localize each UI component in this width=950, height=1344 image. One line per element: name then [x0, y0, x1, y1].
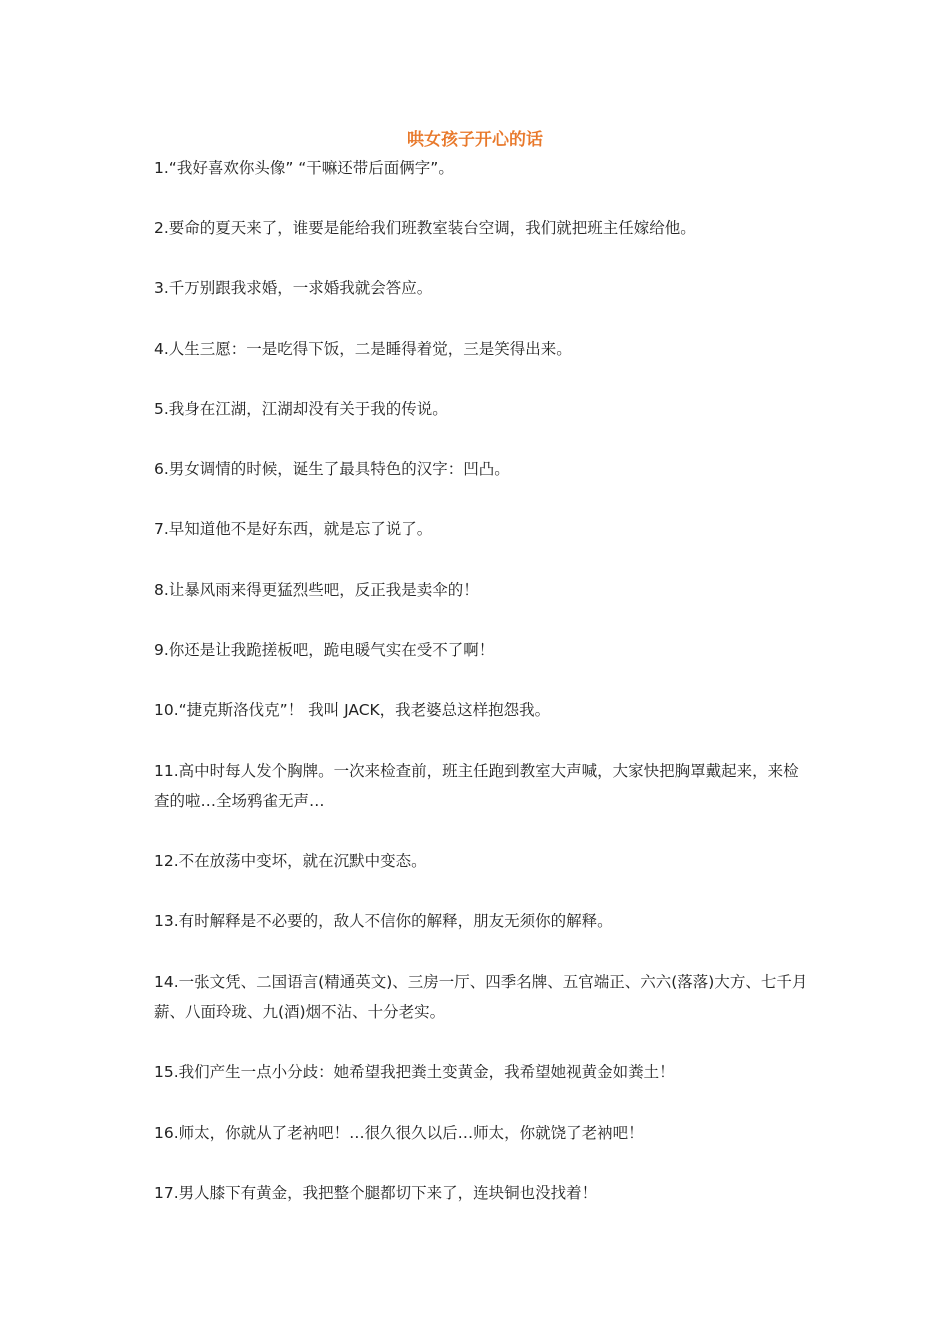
list-item: 10.“捷克斯洛伐克”！ 我叫 JACK，我老婆总这样抱怨我。 — [154, 701, 551, 719]
list-item: 13.有时解释是不必要的，敌人不信你的解释，朋友无须你的解释。 — [154, 912, 613, 930]
list-item: 3.千万别跟我求婚，一求婚我就会答应。 — [154, 279, 433, 297]
list-item: 15.我们产生一点小分歧：她希望我把粪土变黄金，我希望她视黄金如粪土！ — [154, 1063, 675, 1081]
list-item: 17.男人膝下有黄金，我把整个腿都切下来了，连块铜也没找着！ — [154, 1184, 598, 1202]
list-item: 11.高中时每人发个胸牌。一次来检查前，班主任跑到教室大声喊，大家快把胸罩戴起来，来检查的啦…全场鸦雀无声… — [154, 762, 799, 810]
list-item: 14.一张文凭、二国语言(精通英文)、三房一厅、四季名牌、五官端正、六六(落落)大方、七千月薪、八面玲珑、九(酒)烟不沾、十分老实。 — [154, 973, 808, 1021]
list-item: 4.人生三愿：一是吃得下饭，二是睡得着觉，三是笑得出来。 — [154, 340, 572, 358]
list-item: 6.男女调情的时候，诞生了最具特色的汉字：凹凸。 — [154, 460, 510, 478]
list-item: 7.早知道他不是好东西，就是忘了说了。 — [154, 520, 433, 538]
list-item: 12.不在放荡中变坏，就在沉默中变态。 — [154, 852, 427, 870]
list-item: 5.我身在江湖，江湖却没有关于我的传说。 — [154, 400, 448, 418]
list-item: 9.你还是让我跪搓板吧，跪电暖气实在受不了啊！ — [154, 641, 495, 659]
document-title: 哄女孩子开心的话 — [407, 130, 543, 150]
list-item: 8.让暴风雨来得更猛烈些吧，反正我是卖伞的！ — [154, 581, 479, 599]
list-item: 16.师太，你就从了老衲吧！…很久很久以后…师太，你就饶了老衲吧！ — [154, 1124, 644, 1142]
list-item: 2.要命的夏天来了，谁要是能给我们班教室装台空调，我们就把班主任嫁给他。 — [154, 219, 696, 237]
list-item: 1.“我好喜欢你头像” “干嘛还带后面俩字”。 — [154, 159, 454, 177]
